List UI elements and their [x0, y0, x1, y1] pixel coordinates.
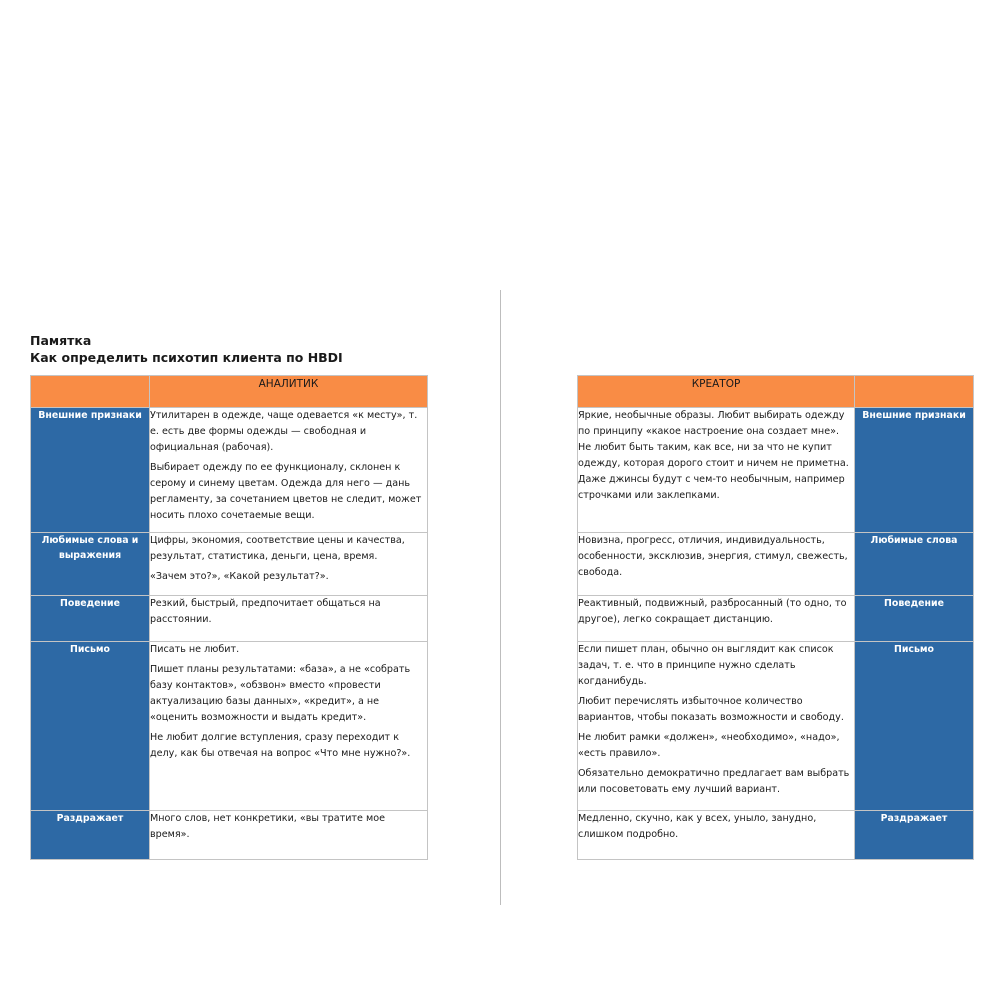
creator-header: КРЕАТОР [578, 376, 855, 408]
analyst-writing-p2: Пишет планы результатами: «база», а не «собрать базу контактов», «обзвон» вместо «провести актуализацию базы данных», «кредит», а не «оценить возможности и выдать кредит». [150, 664, 411, 723]
creator-writing [578, 642, 855, 811]
creator-behavior-p1: Реактивный, подвижный, разбросанный (то одно, то другое), легко сокращает дистанцию. [578, 598, 847, 625]
creator-table [577, 375, 974, 860]
creator-writing-p3: Не любит рамки «должен», «необходимо», «надо», «есть правило». [578, 732, 840, 759]
label-appearance: Внешние признаки [855, 408, 974, 533]
analyst-words-p2: «Зачем это?», «Какой результат?». [150, 571, 329, 582]
heading-line-2: Как определить психотип клиента по HBDI [30, 350, 343, 365]
label-writing: Письмо [31, 642, 150, 811]
creator-appearance [578, 408, 855, 533]
analyst-writing-p3: Не любит долгие вступления, сразу переходит к делу, как бы отвечая на вопрос «Что мне нужно?». [150, 732, 411, 759]
analyst-irritates-p1: Много слов, нет конкретики, «вы тратите мое время». [150, 813, 385, 840]
analyst-appearance [150, 408, 428, 533]
analyst-appearance-p1: Утилитарен в одежде, чаще одевается «к месту», т. е. есть две формы одежды — свободная и официальная (рабочая). [150, 410, 418, 453]
analyst-appearance-p2: Выбирает одежду по ее функционалу, склонен к серому и синему цветам. Одежда для него — дань регламенту, за сочетанием цветов не следит, может носить плохо сочетаемые вещи. [150, 462, 422, 521]
page-divider [500, 290, 501, 905]
creator-writing-p1: Если пишет план, обычно он выглядит как список задач, т. е. что в принципе нужно сделать когданибудь. [578, 644, 834, 687]
analyst-table [30, 375, 428, 860]
creator-irritates-p1: Медленно, скучно, как у всех, уныло, занудно, слишком подробно. [578, 813, 817, 840]
label-behavior: Поведение [31, 596, 150, 642]
header-empty-cell [31, 376, 150, 408]
analyst-words-p1: Цифры, экономия, соответствие цены и качества, результат, статистика, деньги, цена, время. [150, 535, 405, 562]
label-behavior: Поведение [855, 596, 974, 642]
analyst-behavior-p1: Резкий, быстрый, предпочитает общаться на расстоянии. [150, 598, 381, 625]
header-empty-cell [855, 376, 974, 408]
analyst-writing [150, 642, 428, 811]
creator-words [578, 533, 855, 596]
label-irritates: Раздражает [31, 811, 150, 860]
creator-writing-p4: Обязательно демократично предлагает вам выбрать или посоветовать ему лучший вариант. [578, 768, 850, 795]
analyst-writing-p1: Писать не любит. [150, 644, 240, 655]
label-appearance: Внешние признаки [31, 408, 150, 533]
creator-words-p1: Новизна, прогресс, отличия, индивидуальность, особенности, эксклюзив, энергия, стимул, свежесть, свобода. [578, 535, 848, 578]
analyst-header: АНАЛИТИК [150, 376, 428, 408]
heading-line-1: Памятка [30, 333, 92, 348]
analyst-irritates [150, 811, 428, 860]
creator-writing-p2: Любит перечислять избыточное количество вариантов, чтобы показать возможности и свободу. [578, 696, 844, 723]
page-heading [30, 332, 343, 366]
creator-appearance-p1: Яркие, необычные образы. Любит выбирать одежду по принципу «какое настроение она создает мне». Не любит быть таким, как все, ни за что не купит одежду, которая дорого стоит и ничем не приметна. Даже джинсы будут с чем-то необычным, например строчками или заклепками. [578, 410, 849, 501]
label-irritates: Раздражает [855, 811, 974, 860]
creator-irritates [578, 811, 855, 860]
label-favorite-words: Любимые слова [855, 533, 974, 596]
label-writing: Письмо [855, 642, 974, 811]
label-favorite-words: Любимые слова и выражения [31, 533, 150, 596]
creator-behavior [578, 596, 855, 642]
analyst-behavior [150, 596, 428, 642]
analyst-words [150, 533, 428, 596]
